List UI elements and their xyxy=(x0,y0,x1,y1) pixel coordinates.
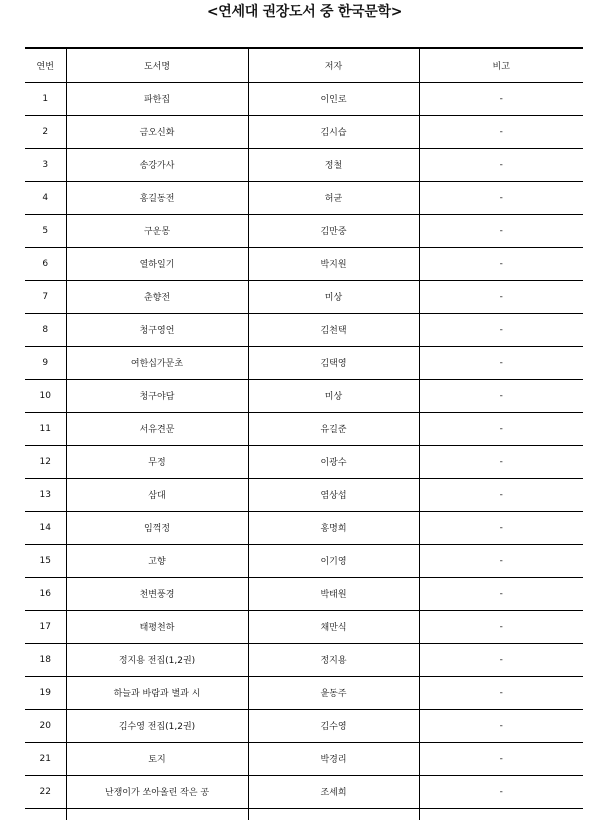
table-row xyxy=(25,280,583,313)
table-row xyxy=(25,445,583,478)
table-row xyxy=(25,247,583,280)
recommended-books-table xyxy=(25,47,583,820)
table-row xyxy=(25,82,583,115)
cell-author: 윤동주 xyxy=(248,676,419,709)
cell-note: - xyxy=(419,181,583,214)
cell-title: 정지용 전집(1,2권) xyxy=(66,643,248,676)
cell-note: - xyxy=(419,115,583,148)
cell-author: 김시습 xyxy=(248,115,419,148)
cell-no: 15 xyxy=(25,544,66,577)
table-row xyxy=(25,346,583,379)
cell-note: - xyxy=(419,313,583,346)
cell-no: 7 xyxy=(25,280,66,313)
cell-author: 박태원 xyxy=(248,577,419,610)
cell-no: 16 xyxy=(25,577,66,610)
cell-note: - xyxy=(419,478,583,511)
cell-note: - xyxy=(419,214,583,247)
continuation-cell xyxy=(248,808,419,820)
table-row xyxy=(25,148,583,181)
cell-author: 이광수 xyxy=(248,445,419,478)
cell-author: 채만식 xyxy=(248,610,419,643)
cell-title: 청구영언 xyxy=(66,313,248,346)
table-row xyxy=(25,643,583,676)
table-row xyxy=(25,709,583,742)
continuation-cell xyxy=(66,808,248,820)
cell-title: 송강가사 xyxy=(66,148,248,181)
table-body xyxy=(25,82,583,820)
cell-note: - xyxy=(419,577,583,610)
cell-author: 미상 xyxy=(248,379,419,412)
cell-note: - xyxy=(419,775,583,808)
cell-author: 김수영 xyxy=(248,709,419,742)
table-row xyxy=(25,412,583,445)
cell-note: - xyxy=(419,610,583,643)
cell-author: 허균 xyxy=(248,181,419,214)
table-row xyxy=(25,742,583,775)
cell-no: 21 xyxy=(25,742,66,775)
cell-note: - xyxy=(419,544,583,577)
cell-no: 22 xyxy=(25,775,66,808)
cell-no: 12 xyxy=(25,445,66,478)
cell-title: 홍길동전 xyxy=(66,181,248,214)
cell-note: - xyxy=(419,82,583,115)
cell-note: - xyxy=(419,379,583,412)
cell-note: - xyxy=(419,412,583,445)
cell-no: 3 xyxy=(25,148,66,181)
cell-author: 홍명희 xyxy=(248,511,419,544)
column-header-title: 도서명 xyxy=(66,48,248,82)
table-row xyxy=(25,478,583,511)
cell-no: 1 xyxy=(25,82,66,115)
cell-author: 박경리 xyxy=(248,742,419,775)
cell-no: 5 xyxy=(25,214,66,247)
table-row xyxy=(25,379,583,412)
table-row xyxy=(25,511,583,544)
cell-note: - xyxy=(419,511,583,544)
table-row xyxy=(25,775,583,808)
cell-note: - xyxy=(419,247,583,280)
cell-title: 하늘과 바람과 별과 시 xyxy=(66,676,248,709)
cell-note: - xyxy=(419,676,583,709)
cell-no: 10 xyxy=(25,379,66,412)
cell-no: 13 xyxy=(25,478,66,511)
cell-title: 열하일기 xyxy=(66,247,248,280)
cell-no: 19 xyxy=(25,676,66,709)
cell-title: 난쟁이가 쏘아올린 작은 공 xyxy=(66,775,248,808)
cell-author: 이인로 xyxy=(248,82,419,115)
cell-note: - xyxy=(419,709,583,742)
cell-title: 여한십가문초 xyxy=(66,346,248,379)
cell-title: 임꺽정 xyxy=(66,511,248,544)
cell-title: 구운몽 xyxy=(66,214,248,247)
cell-author: 정철 xyxy=(248,148,419,181)
cell-title: 천변풍경 xyxy=(66,577,248,610)
cell-no: 4 xyxy=(25,181,66,214)
cell-no: 18 xyxy=(25,643,66,676)
table-row xyxy=(25,610,583,643)
cell-author: 정지용 xyxy=(248,643,419,676)
table-header-row xyxy=(25,48,583,82)
cell-no: 11 xyxy=(25,412,66,445)
table-row xyxy=(25,115,583,148)
cell-title: 고향 xyxy=(66,544,248,577)
continuation-cell xyxy=(419,808,583,820)
table-row xyxy=(25,313,583,346)
cell-title: 금오신화 xyxy=(66,115,248,148)
cell-title: 파한집 xyxy=(66,82,248,115)
table-row xyxy=(25,544,583,577)
table-row xyxy=(25,181,583,214)
cell-note: - xyxy=(419,148,583,181)
cell-note: - xyxy=(419,643,583,676)
cell-author: 염상섭 xyxy=(248,478,419,511)
cell-author: 박지원 xyxy=(248,247,419,280)
table-continuation xyxy=(25,808,583,820)
cell-no: 6 xyxy=(25,247,66,280)
column-header-no: 연번 xyxy=(25,48,66,82)
table-row xyxy=(25,214,583,247)
cell-author: 미상 xyxy=(248,280,419,313)
cell-note: - xyxy=(419,280,583,313)
table-row xyxy=(25,577,583,610)
column-header-note: 비고 xyxy=(419,48,583,82)
cell-title: 토지 xyxy=(66,742,248,775)
cell-title: 서유견문 xyxy=(66,412,248,445)
cell-no: 2 xyxy=(25,115,66,148)
cell-note: - xyxy=(419,742,583,775)
cell-title: 김수영 전집(1,2권) xyxy=(66,709,248,742)
cell-author: 이기영 xyxy=(248,544,419,577)
cell-note: - xyxy=(419,346,583,379)
cell-no: 17 xyxy=(25,610,66,643)
cell-title: 태평천하 xyxy=(66,610,248,643)
cell-author: 김천택 xyxy=(248,313,419,346)
cell-no: 9 xyxy=(25,346,66,379)
cell-title: 청구야담 xyxy=(66,379,248,412)
cell-author: 조세희 xyxy=(248,775,419,808)
cell-title: 무정 xyxy=(66,445,248,478)
table-row xyxy=(25,676,583,709)
cell-no: 20 xyxy=(25,709,66,742)
document-title: <연세대 권장도서 중 한국문학> xyxy=(206,4,403,20)
column-header-author: 저자 xyxy=(248,48,419,82)
cell-author: 김택영 xyxy=(248,346,419,379)
cell-title: 춘향전 xyxy=(66,280,248,313)
continuation-cell xyxy=(25,808,66,820)
cell-no: 8 xyxy=(25,313,66,346)
cell-title: 삼대 xyxy=(66,478,248,511)
cell-note: - xyxy=(419,445,583,478)
cell-no: 14 xyxy=(25,511,66,544)
cell-author: 김만중 xyxy=(248,214,419,247)
cell-author: 유길준 xyxy=(248,412,419,445)
